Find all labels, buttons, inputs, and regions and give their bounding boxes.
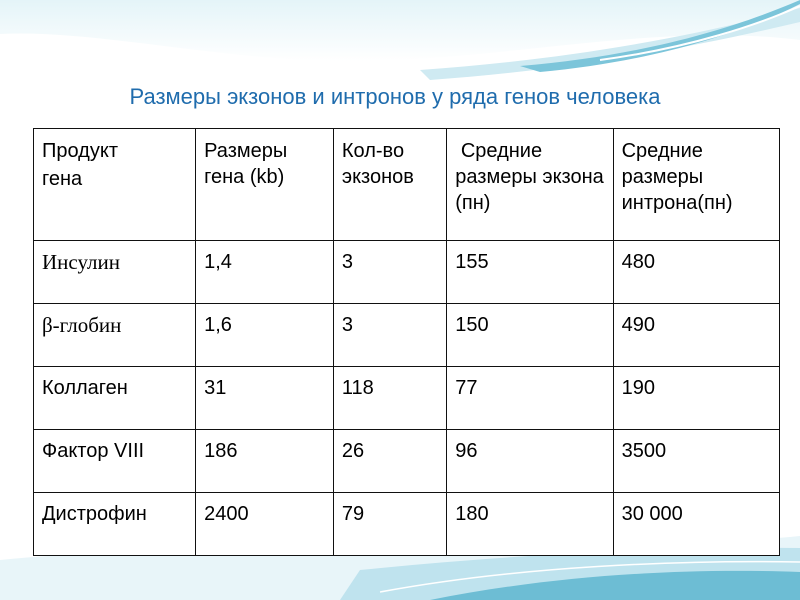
header-exon-count: Кол-во экзонов: [333, 129, 446, 241]
table-row: [34, 367, 780, 430]
cell-exon-count: 3: [333, 241, 446, 304]
cell-avg-intron-size: 190: [613, 367, 779, 430]
cell-gene-size: 2400: [196, 493, 334, 556]
cell-gene-product: Дистрофин: [34, 493, 196, 556]
cell-exon-count: 118: [333, 367, 446, 430]
cell-avg-exon-size: 96: [447, 430, 613, 493]
slide-title: Размеры экзонов и интронов у ряда генов человека: [129, 84, 661, 109]
cell-avg-exon-size: 77: [447, 367, 613, 430]
cell-exon-count: 3: [333, 304, 446, 367]
cell-gene-size: 186: [196, 430, 334, 493]
header-avg-exon-size: Средние размеры экзона (пн): [447, 129, 613, 241]
table-row: [34, 430, 780, 493]
header-gene-product-line2: гена: [42, 168, 83, 190]
gene-size-table: [33, 128, 780, 556]
cell-gene-size: 1,6: [196, 304, 334, 367]
header-gene-product-line1: Продукт: [42, 140, 118, 162]
header-gene-product: [34, 129, 196, 241]
table-header-row: [34, 129, 780, 241]
cell-gene-product: Фактор VIII: [34, 430, 196, 493]
cell-avg-exon-size: 155: [447, 241, 613, 304]
cell-gene-product: Инсулин: [34, 241, 196, 304]
cell-avg-intron-size: 30 000: [613, 493, 779, 556]
header-avg-intron-size: Средние размеры интрона(пн): [613, 129, 779, 241]
cell-avg-intron-size: 480: [613, 241, 779, 304]
table-row: [34, 493, 780, 556]
cell-gene-size: 31: [196, 367, 334, 430]
cell-gene-product: Коллаген: [34, 367, 196, 430]
cell-exon-count: 26: [333, 430, 446, 493]
cell-avg-intron-size: 490: [613, 304, 779, 367]
cell-gene-product: β-глобин: [34, 304, 196, 367]
header-gene-size: Размеры гена (kb): [196, 129, 334, 241]
cell-avg-exon-size: 180: [447, 493, 613, 556]
cell-exon-count: 79: [333, 493, 446, 556]
table-row: [34, 304, 780, 367]
cell-avg-exon-size: 150: [447, 304, 613, 367]
table-row: [34, 241, 780, 304]
cell-gene-size: 1,4: [196, 241, 334, 304]
cell-avg-intron-size: 3500: [613, 430, 779, 493]
